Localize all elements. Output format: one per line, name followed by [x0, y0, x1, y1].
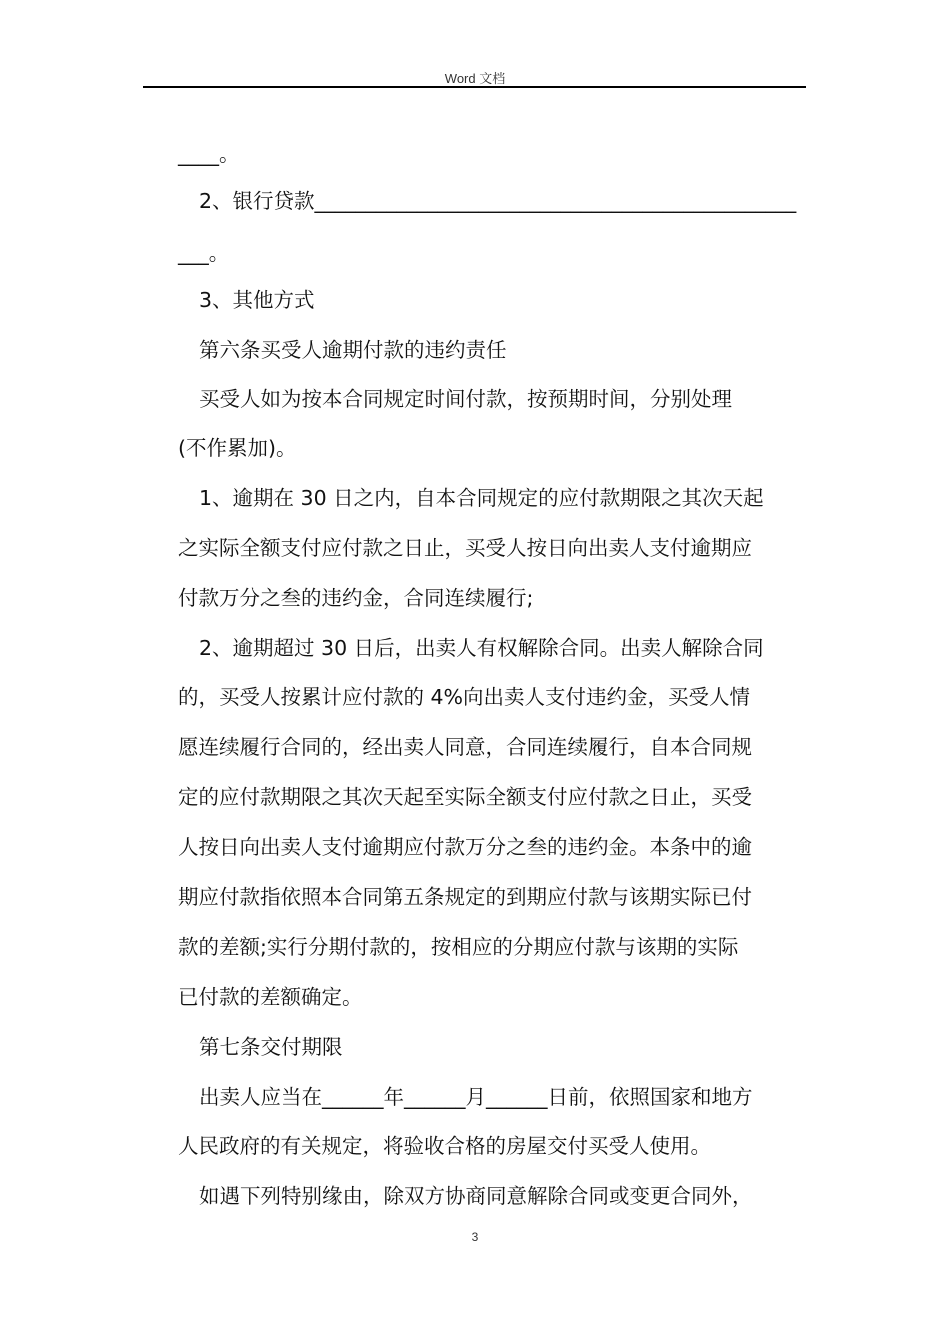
text-line: 出卖人应当在______年______月______日前，依照国家和地方	[199, 1085, 753, 1109]
text-line: 人民政府的有关规定，将验收合格的房屋交付买受人使用。	[178, 1134, 711, 1158]
text-line: 定的应付款期限之其次天起至实际全额支付应付款之日止，买受	[178, 785, 752, 809]
text-line: 如遇下列特别缘由，除双方协商同意解除合同或变更合同外，	[199, 1184, 753, 1208]
article-heading: 第七条交付期限	[199, 1035, 343, 1059]
text-line: 3、其他方式	[199, 288, 315, 312]
text-line: 款的差额;实行分期付款的，按相应的分期应付款与该期的实际	[178, 935, 739, 959]
text-line: 1、逾期在 30 日之内，自本合同规定的应付款期限之其次天起	[199, 486, 764, 510]
article-heading: 第六条买受人逾期付款的违约责任	[199, 338, 507, 362]
text-line: 付款万分之叁的违约金，合同连续履行;	[178, 586, 534, 610]
text-line: 愿连续履行合同的，经出卖人同意，合同连续履行，自本合同规	[178, 735, 752, 759]
page-header-title: Word 文档	[444, 71, 506, 86]
text-line: 买受人如为按本合同规定时间付款，按预期时间，分别处理	[199, 387, 732, 411]
text-line: 人按日向出卖人支付逾期应付款万分之叁的违约金。本条中的逾	[178, 835, 752, 859]
text-line: 之实际全额支付应付款之日止，买受人按日向出卖人支付逾期应	[178, 536, 752, 560]
page-number: 3	[471, 1230, 479, 1244]
text-line: ____。	[178, 142, 240, 166]
text-line: 的，买受人按累计应付款的 4%向出卖人支付违约金，买受人情	[178, 685, 751, 709]
text-line: 期应付款指依照本合同第五条规定的到期应付款与该期实际已付	[178, 885, 752, 909]
text-line: ___。	[178, 241, 230, 265]
text-line: 2、逾期超过 30 日后，出卖人有权解除合同。出卖人解除合同	[199, 636, 764, 660]
header-divider	[143, 86, 806, 88]
text-line: 已付款的差额确定。	[178, 985, 363, 1009]
text-line: 2、银行贷款_______________________________________________	[199, 189, 797, 213]
text-line: (不作累加)。	[178, 436, 297, 460]
